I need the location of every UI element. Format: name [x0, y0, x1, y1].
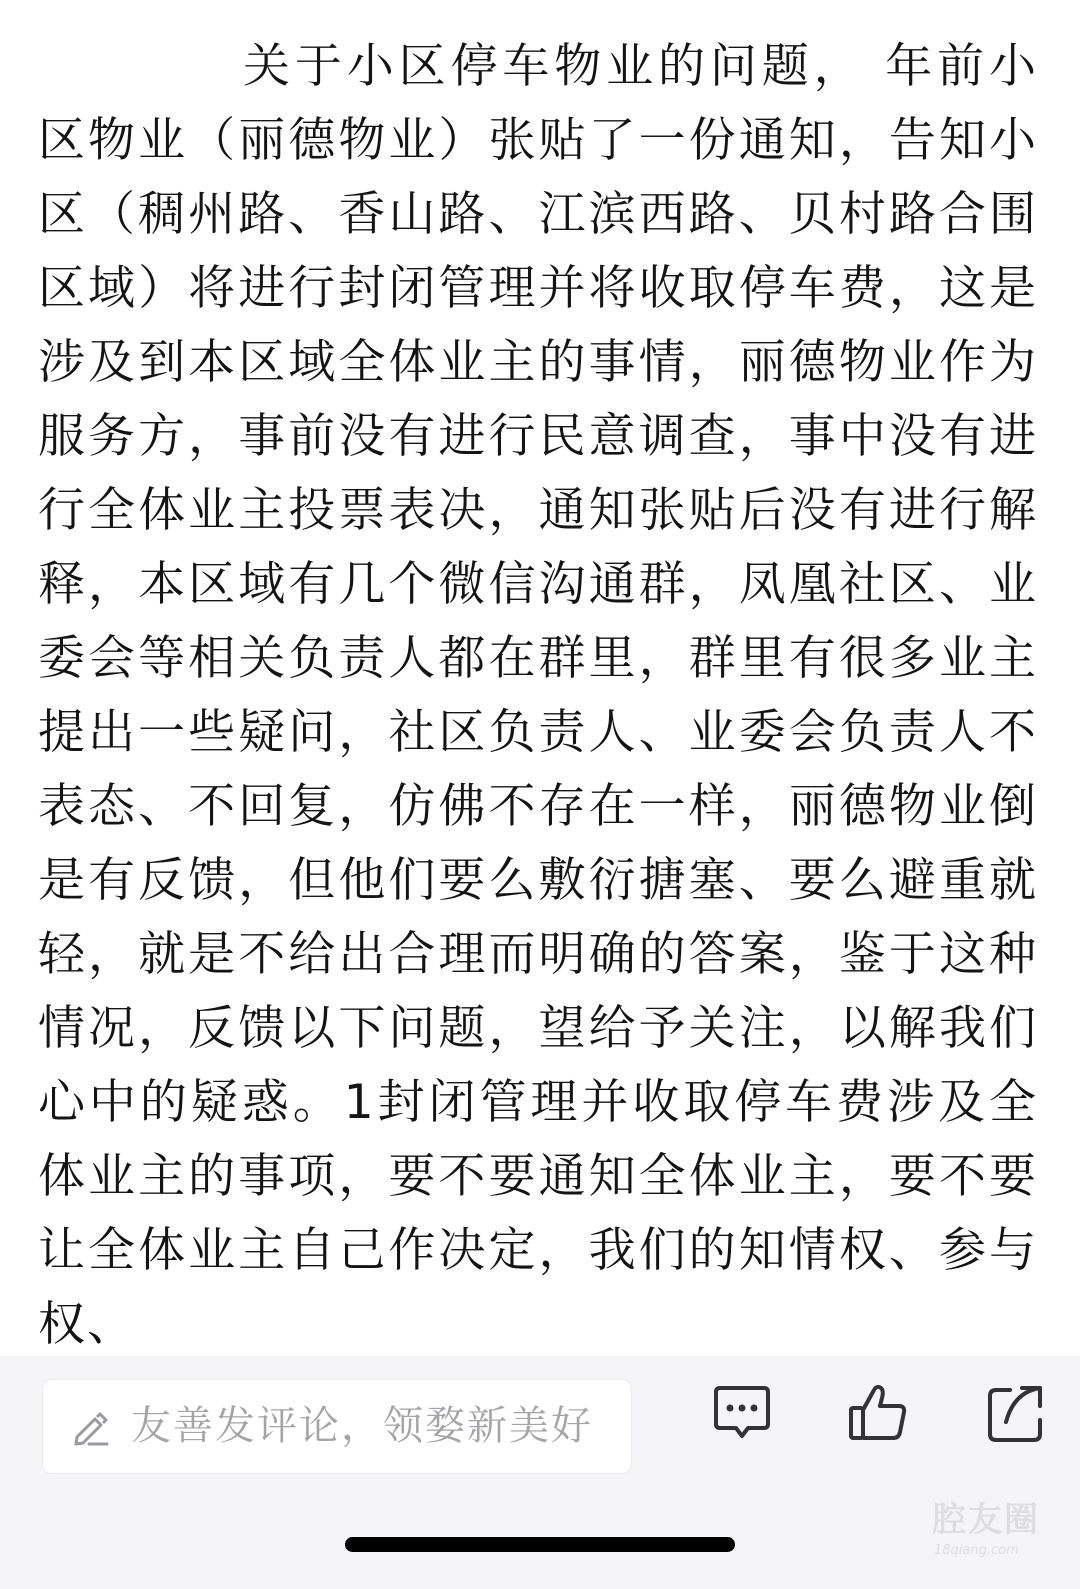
watermark-logo-text: 腔友圈 — [932, 1500, 1040, 1540]
share-button[interactable] — [980, 1378, 1052, 1450]
comment-input[interactable] — [42, 1379, 632, 1474]
share-icon — [980, 1378, 1052, 1450]
like-button[interactable] — [843, 1378, 915, 1450]
pencil-icon — [71, 1410, 111, 1446]
thumbs-up-icon — [843, 1378, 915, 1450]
article-body-text: 关于小区停车物业的问题， 年前小区物业（丽德物业）张贴了一份通知，告知小区（稠州路、香山路、江滨西路、贝村路合围区域）将进行封闭管理并将收取停车费，这是涉及到本区域全体业主的事情，丽德物业作为服务方，事前没有进行民意调查，事中没有进行全体业主投票表决，通知张贴后没有进行解释，本区域有几个微信沟通群，凤凰社区、业委会等相关负责人都在群里，群里有很多业主提出一些疑问，社区负责人、业委会负责人不表态、不回复，仿佛不存在一样，丽德物业倒是有反馈，但他们要么敷衍搪塞、要么避重就轻，就是不给出合理而明确的答案，鉴于这种情况，反馈以下问题，望给予关注，以解我们心中的疑惑。1封闭管理并收取停车费涉及全体业主的事项，要不要通知全体业主，要不要让全体业主自己作决定，我们的知情权、参与权、 — [38, 39, 1038, 1352]
comment-placeholder: 友善发评论，领婺新美好 — [131, 1403, 593, 1449]
home-indicator[interactable] — [345, 1537, 735, 1552]
watermark-url: 18qiang.com — [934, 1543, 1019, 1558]
comment-bubble-icon — [706, 1378, 778, 1450]
comment-button[interactable] — [706, 1378, 778, 1450]
bottom-action-bar — [0, 1356, 1080, 1589]
watermark-logo — [932, 1499, 1062, 1579]
